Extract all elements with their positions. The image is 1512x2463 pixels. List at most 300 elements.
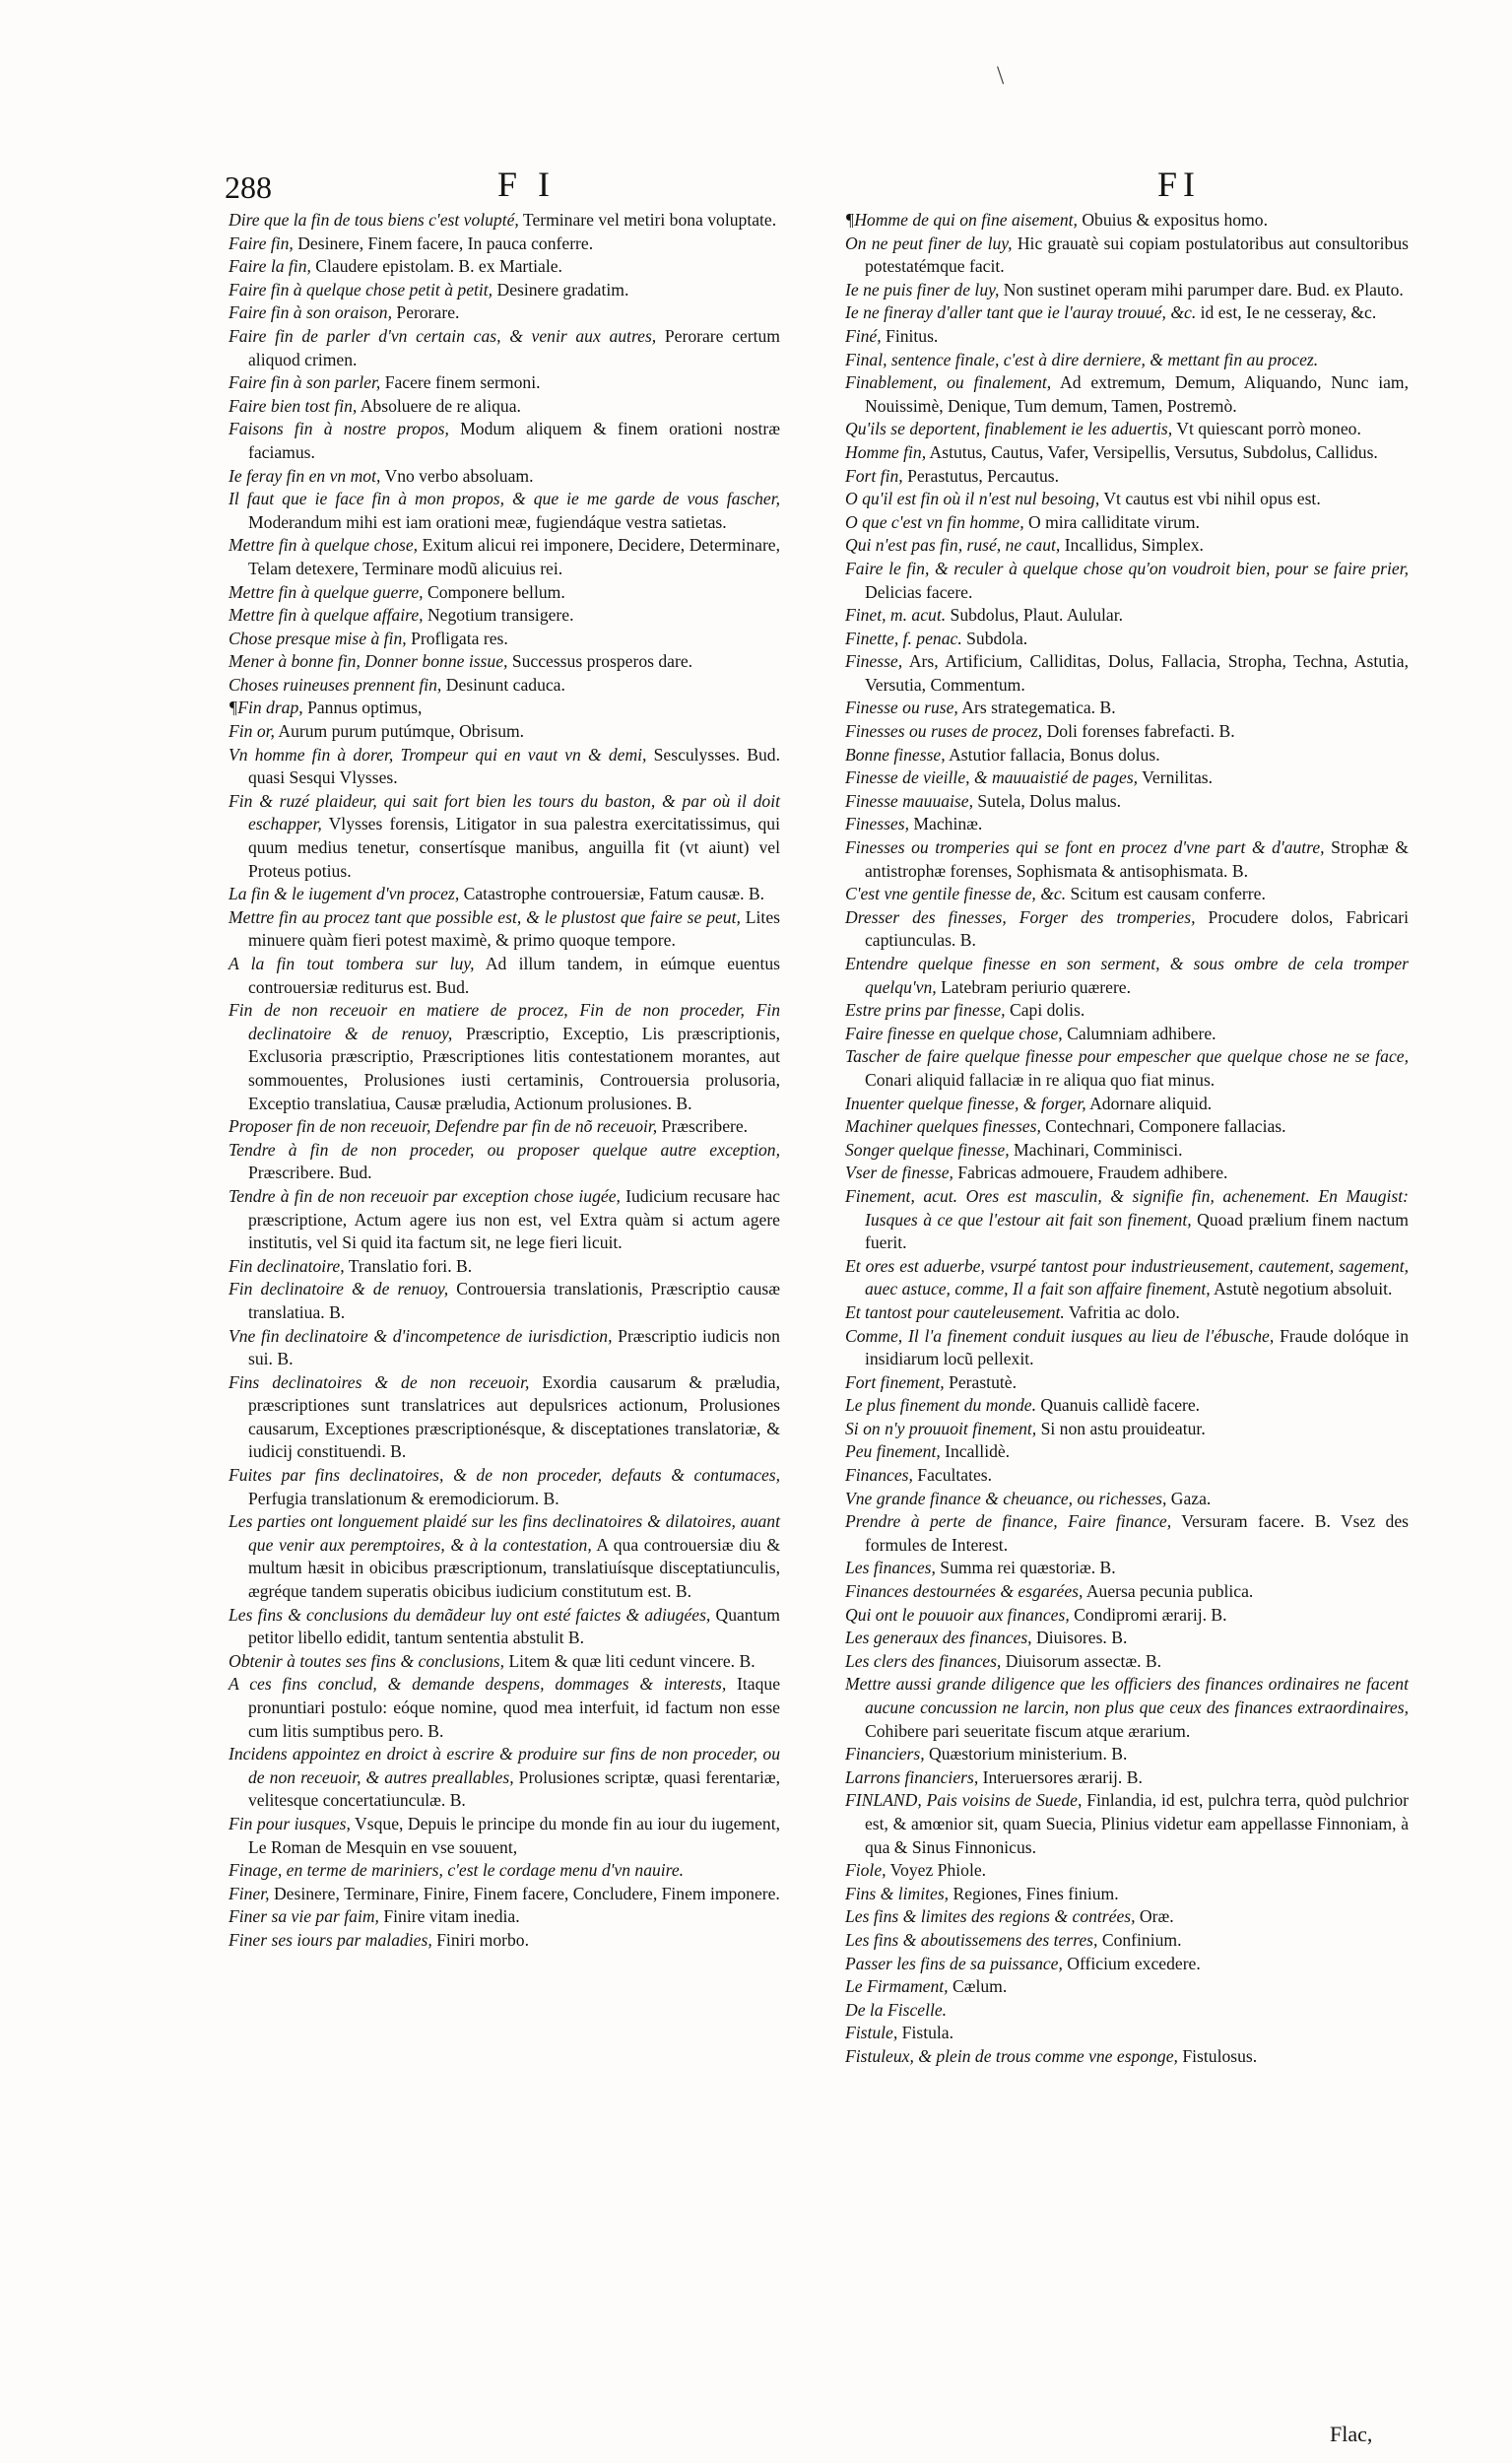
french-headword: ¶Fin drap, xyxy=(229,698,303,718)
french-headword: Les fins & conclusions du demãdeur luy ont esté faictes & adiugées, xyxy=(229,1604,711,1625)
dictionary-entry xyxy=(229,1278,780,1324)
latin-translation: Vlysses forensis, Litigator in sua palestra exercitatissimus, qui quum medius tenetur, consertísque manibus, anguilla fit (vt aiunt) vel Proteus potius. xyxy=(248,814,780,881)
latin-translation: Contechnari, Componere fallacias. xyxy=(1045,1116,1286,1137)
french-headword: Fort finement, xyxy=(845,1371,945,1392)
latin-translation: Cohibere pari seueritate fiscum atque ærarium. xyxy=(865,1720,1191,1741)
latin-translation: Interuersores ærarij. B. xyxy=(982,1766,1143,1787)
dictionary-entry xyxy=(845,1371,1409,1395)
dictionary-entry xyxy=(229,279,780,302)
latin-translation: Translatio fori. B. xyxy=(348,1255,473,1276)
latin-translation: Pannus optimus, xyxy=(307,698,423,718)
latin-translation: Præscriptio, Exceptio, Lis præscriptionis, Exclusoria præscriptio, Præscriptiones litis contestationem morantes, aut sommouentes, Prolusiones iusti certaminis, Controuersia prolusoria, Exceptio translatiua, Causæ præludia, Actionum prolusiones. B. xyxy=(248,1023,780,1113)
dictionary-entry xyxy=(845,1115,1409,1139)
french-headword: Fin declinatoire, xyxy=(229,1255,345,1276)
latin-translation: Claudere epistolam. B. ex Martiale. xyxy=(315,256,562,277)
dictionary-entry xyxy=(845,1557,1409,1580)
french-headword: Fin & ruzé plaideur, qui sait fort bien les tours du baston, & par où il doit eschapper, xyxy=(229,790,780,834)
latin-translation: Conari aliquid fallaciæ in re aliqua quo fiat minus. xyxy=(865,1069,1216,1090)
latin-translation: Finire vitam inedia. xyxy=(383,1906,520,1927)
latin-translation: Aurum purum putúmque, Obrisum. xyxy=(278,721,525,742)
latin-translation: Ars strategematica. B. xyxy=(961,698,1116,718)
dictionary-entry xyxy=(845,1953,1409,1976)
dictionary-entry xyxy=(845,1045,1409,1092)
dictionary-entry xyxy=(845,418,1409,441)
french-headword: Finesse mauuaise, xyxy=(845,790,973,811)
french-headword: Final, sentence finale, c'est à dire derniere, & mettant fin au procez. xyxy=(845,349,1319,369)
french-headword: Qui n'est pas fin, rusé, ne caut, xyxy=(845,535,1061,556)
dictionary-entry xyxy=(845,2022,1409,2045)
latin-translation: Absoluere de re aliqua. xyxy=(360,395,521,416)
dictionary-entry xyxy=(845,906,1409,953)
dictionary-entry xyxy=(845,813,1409,836)
french-headword: Mettre fin à quelque chose, xyxy=(229,535,419,556)
french-headword: Tendre à fin de non proceder, ou proposer quelque autre exception, xyxy=(229,1139,780,1160)
dictionary-entry xyxy=(229,674,780,698)
latin-translation: Delicias facere. xyxy=(865,581,973,602)
french-headword: Il faut que ie face fin à mon propos, & que ie me garde de vous fascher, xyxy=(229,489,780,509)
dictionary-entry xyxy=(229,1673,780,1743)
dictionary-entry xyxy=(229,1743,780,1813)
dictionary-entry xyxy=(229,1859,780,1883)
latin-translation: Perfugia translationum & eremodiciorum. B. xyxy=(248,1488,559,1508)
latin-translation: Exordia causarum & præludia, præscriptiones sunt translatrices aut depulsrices actionum, Prolusiones causarum, Exceptiones præscriptionésque, & disceptationes translatoriæ, & iudicij constituendi. B. xyxy=(248,1371,781,1462)
latin-translation: Si non astu prouideatur. xyxy=(1040,1418,1206,1438)
dictionary-entry xyxy=(845,650,1409,697)
latin-translation: Prolusiones scriptæ, quasi ferentariæ, velitesque concertatiunculæ. B. xyxy=(248,1766,780,1811)
latin-translation: Quanuis callidè facere. xyxy=(1040,1395,1201,1416)
latin-translation: Lites minuere quàm fieri potest maximè, & primo quoque tempore. xyxy=(248,906,780,951)
french-headword: Mettre fin à quelque guerre, xyxy=(229,581,424,602)
dictionary-entry xyxy=(845,511,1409,535)
dictionary-entry xyxy=(229,1371,780,1464)
latin-translation: Desinunt caduca. xyxy=(445,674,565,695)
latin-translation: Fistula. xyxy=(901,2023,953,2043)
dictionary-entry xyxy=(845,1789,1409,1859)
dictionary-entry xyxy=(845,1325,1409,1371)
dictionary-entry xyxy=(229,744,780,790)
right-column xyxy=(845,209,1409,2069)
latin-translation: Ad extremum, Demum, Aliquando, Nunc iam, Nouissimè, Denique, Tum demum, Tamen, Postremò. xyxy=(865,372,1409,416)
french-headword: Homme fin, xyxy=(845,441,927,462)
dictionary-entry xyxy=(229,720,780,744)
left-column xyxy=(229,209,780,1953)
latin-translation: Diuisores. B. xyxy=(1036,1628,1128,1648)
latin-translation: Quæstorium ministerium. B. xyxy=(929,1744,1128,1764)
french-headword: Et ores est aduerbe, vsurpé tantost pour industrieusement, cautement, sagement, auec astuce, comme, Il a fait son affaire finement, xyxy=(845,1255,1409,1299)
french-headword: A ces fins conclud, & demande despens, dommages & interests, xyxy=(229,1674,727,1695)
dictionary-entry xyxy=(229,1905,780,1929)
latin-translation: Fistulosus. xyxy=(1182,2045,1258,2066)
dictionary-entry xyxy=(229,1464,780,1510)
latin-translation: Catastrophe controuersiæ, Fatum causæ. B. xyxy=(463,884,765,904)
french-headword: Vne grande finance & cheuance, ou richesses, xyxy=(845,1488,1167,1508)
french-headword: Finement, acut. Ores est masculin, & signifie fin, achenement. En Maugist: Iusques à ce que l'estour ait fait son finement, xyxy=(845,1185,1409,1230)
latin-translation: Auersa pecunia publica. xyxy=(1085,1581,1254,1602)
top-mark: \ xyxy=(997,61,1005,90)
dictionary-entry xyxy=(229,650,780,674)
latin-translation: Fabricas admouere, Fraudem adhibere. xyxy=(957,1163,1228,1183)
latin-translation: Hic grauatè sui copiam postulatoribus aut consultoribus potestatémque facit. xyxy=(865,233,1409,277)
latin-translation: Officium excedere. xyxy=(1067,1953,1201,1973)
dictionary-entry xyxy=(229,1929,780,1953)
french-headword: A la fin tout tombera sur luy, xyxy=(229,954,475,973)
french-headword: Vn homme fin à dorer, Trompeur qui en vaut vn & demi, xyxy=(229,744,647,765)
french-headword: La fin & le iugement d'vn procez, xyxy=(229,884,460,904)
latin-translation: Negotium transigere. xyxy=(427,605,574,626)
dictionary-entry xyxy=(845,1743,1409,1766)
latin-translation: Finiri morbo. xyxy=(436,1929,529,1950)
latin-translation: Exitum alicui rei imponere, Decidere, Determinare, Telam detexere, Terminare modũ alicuius rei. xyxy=(248,535,781,578)
french-headword: Finesses, xyxy=(845,814,909,834)
french-headword: Fistule, xyxy=(845,2023,898,2043)
french-headword: Proposer fin de non receuoir, Defendre par fin de nõ receuoir, xyxy=(229,1116,658,1137)
french-headword: Entendre quelque finesse en son serment, & sous ombre de cela tromper quelqu'vn, xyxy=(845,954,1409,997)
latin-translation: Facultates. xyxy=(917,1465,993,1486)
latin-translation: Finitus. xyxy=(886,325,939,346)
latin-translation: Oræ. xyxy=(1139,1906,1174,1927)
french-headword: Fistuleux, & plein de trous comme vne esponge, xyxy=(845,2045,1178,2066)
latin-translation: Quantum petitor libello edidit, tantum sententia abstulit B. xyxy=(248,1604,780,1648)
latin-translation: Voyez Phiole. xyxy=(889,1860,987,1881)
dictionary-entry xyxy=(845,744,1409,767)
latin-translation: A qua controuersiæ diu & multum hæsit in obicibus præscriptionum, translatiuísque disceptatiunculis, ægréque tandem superatis obicibus iudicium constitutum est. B. xyxy=(248,1534,780,1602)
dictionary-entry xyxy=(845,953,1409,999)
dictionary-entry xyxy=(845,1650,1409,1674)
dictionary-entry xyxy=(229,604,780,628)
dictionary-entry xyxy=(845,1673,1409,1743)
latin-translation: Præscriptio iudicis non sui. B. xyxy=(248,1325,780,1369)
dictionary-entry xyxy=(845,441,1409,465)
latin-translation: Summa rei quæstoriæ. B. xyxy=(940,1558,1116,1578)
dictionary-entry xyxy=(845,209,1409,233)
latin-translation: Astutè negotium absoluit. xyxy=(1214,1279,1393,1299)
latin-translation: Machinari, Comminisci. xyxy=(1014,1139,1183,1160)
dictionary-entry xyxy=(845,1301,1409,1325)
dictionary-entry xyxy=(845,1627,1409,1650)
dictionary-entry xyxy=(845,883,1409,906)
french-headword: Choses ruineuses prennent fin, xyxy=(229,674,442,695)
french-headword: Ie ne fineray d'aller tant que ie l'auray trouué, &c. xyxy=(845,302,1197,323)
french-headword: Ie feray fin en vn mot, xyxy=(229,465,381,486)
dictionary-entry xyxy=(845,558,1409,604)
french-headword: Finer, xyxy=(229,1883,270,1903)
latin-translation: Incallidus, Simplex. xyxy=(1064,535,1204,556)
french-headword: Vser de finesse, xyxy=(845,1163,953,1183)
latin-translation: Finlandia, id est, pulchra terra, quòd pulchrior est, & amœnior sit, quam Suecia, Plinius videtur eam appellasse Finnoniam, à qua & Sinus Finnonicus. xyxy=(865,1790,1409,1857)
dictionary-entry xyxy=(229,255,780,279)
dictionary-entry xyxy=(845,1488,1409,1511)
dictionary-entry xyxy=(229,488,780,534)
dictionary-entry xyxy=(229,1115,780,1139)
latin-translation: Ars, Artificium, Calliditas, Dolus, Fallacia, Stropha, Techna, Astutia, Versutia, Commentum. xyxy=(865,651,1409,695)
dictionary-entry xyxy=(229,1255,780,1279)
french-headword: Dire que la fin de tous biens c'est volupté, xyxy=(229,210,519,230)
dictionary-entry xyxy=(229,301,780,325)
dictionary-entry xyxy=(229,790,780,883)
french-headword: Mettre aussi grande diligence que les officiers des finances ordinaires ne facent aucune concussion ne larcin, non plus que ceux des finances extraordinaires, xyxy=(845,1674,1409,1717)
french-headword: Le plus finement du monde. xyxy=(845,1395,1036,1416)
dictionary-entry xyxy=(845,233,1409,279)
dictionary-entry xyxy=(845,1394,1409,1418)
french-headword: Faire fin, xyxy=(229,233,294,253)
latin-translation: Scitum est causam conferre. xyxy=(1070,884,1266,904)
latin-translation: Capi dolis. xyxy=(1010,1000,1085,1021)
french-headword: Finances, xyxy=(845,1465,913,1486)
french-headword: ¶Homme de qui on fine aisement, xyxy=(845,210,1078,230)
french-headword: Finablement, ou finalement, xyxy=(845,372,1052,393)
french-headword: Chose presque mise à fin, xyxy=(229,628,407,648)
dictionary-entry xyxy=(845,604,1409,628)
french-headword: Machiner quelques finesses, xyxy=(845,1116,1041,1137)
dictionary-entry xyxy=(845,488,1409,511)
latin-translation: Subdola. xyxy=(966,628,1028,648)
latin-translation: Sesculysses. Bud. quasi Sesqui Vlysses. xyxy=(248,744,780,788)
french-headword: Les fins & limites des regions & contrées, xyxy=(845,1906,1136,1927)
french-headword: Comme, Il l'a finement conduit iusques au lieu de l'ébusche, xyxy=(845,1325,1275,1346)
dictionary-entry xyxy=(845,301,1409,325)
latin-translation: Præscribere. xyxy=(661,1116,749,1137)
dictionary-entry xyxy=(845,371,1409,418)
latin-translation: Subdolus, Plaut. Aulular. xyxy=(950,605,1123,626)
latin-translation: Profligata res. xyxy=(411,628,508,648)
catchword: Flac, xyxy=(1330,2422,1373,2446)
dictionary-entry xyxy=(845,1023,1409,1046)
french-headword: Faire fin à quelque chose petit à petit, xyxy=(229,279,493,300)
french-headword: Incidens appointez en droict à escrire & produire sur fins de non proceder, ou de non receuoir, & autres preallables, xyxy=(229,1744,780,1787)
latin-translation: Desinere gradatim. xyxy=(496,279,629,300)
french-headword: Fin or, xyxy=(229,721,275,742)
latin-translation: id est, Ie ne cesseray, &c. xyxy=(1200,302,1377,323)
dictionary-entry xyxy=(845,1975,1409,1999)
french-headword: Finer ses iours par maladies, xyxy=(229,1929,432,1950)
latin-translation: Modum aliquem & finem orationi nostræ faciamus. xyxy=(248,419,780,462)
dictionary-entry xyxy=(845,1464,1409,1488)
latin-translation: Sutela, Dolus malus. xyxy=(977,790,1122,811)
latin-translation: Vernilitas. xyxy=(1142,767,1213,788)
latin-translation: Non sustinet operam mihi parumper dare. Bud. ex Plauto. xyxy=(1003,279,1404,300)
french-headword: Vne fin declinatoire & d'incompetence de iurisdiction, xyxy=(229,1325,613,1346)
french-headword: O que c'est vn fin homme, xyxy=(845,511,1024,532)
latin-translation: Regiones, Fines finium. xyxy=(953,1883,1119,1903)
french-headword: Les clers des finances, xyxy=(845,1650,1002,1671)
french-headword: Finesses ou tromperies qui se font en procez d'vne part & d'autre, xyxy=(845,837,1325,858)
dictionary-entry xyxy=(845,465,1409,489)
french-headword: Finage, en terme de mariniers, c'est le cordage menu d'vn nauire. xyxy=(229,1860,685,1881)
latin-translation: Incallidè. xyxy=(945,1441,1011,1462)
french-headword: C'est vne gentile finesse de, &c. xyxy=(845,884,1067,904)
dictionary-entry xyxy=(229,1883,780,1906)
latin-translation: Desinere, Terminare, Finire, Finem facere, Concludere, Finem imponere. xyxy=(273,1883,780,1903)
latin-translation: Perorare. xyxy=(396,302,460,323)
french-headword: Mettre fin au procez tant que possible est, & le plustost que faire se peut, xyxy=(229,906,741,927)
dictionary-entry xyxy=(845,1766,1409,1790)
dictionary-entry xyxy=(845,1510,1409,1557)
french-headword: Fins & limites, xyxy=(845,1883,950,1903)
french-headword: Fin pour iusques, xyxy=(229,1813,351,1833)
french-headword: Faire la fin, xyxy=(229,256,311,277)
dictionary-entry xyxy=(845,697,1409,720)
french-headword: Faire finesse en quelque chose, xyxy=(845,1023,1063,1043)
french-headword: Finesse, xyxy=(845,651,903,672)
latin-translation: Doli forenses fabrefacti. B. xyxy=(1046,721,1235,742)
french-headword: Qui ont le pouuoir aux finances, xyxy=(845,1604,1070,1625)
dictionary-entry xyxy=(845,1604,1409,1628)
dictionary-entry xyxy=(229,209,780,233)
dictionary-entry xyxy=(845,1093,1409,1116)
french-headword: Finet, m. acut. xyxy=(845,605,947,626)
french-headword: Les finances, xyxy=(845,1558,936,1578)
french-headword: Et tantost pour cauteleusement. xyxy=(845,1301,1065,1322)
french-headword: Qu'ils se deportent, finablement ie les aduertis, xyxy=(845,419,1173,439)
latin-translation: Vsque, Depuis le principe du monde fin au iour du iugement, Le Roman de Mesquin en vse souuent, xyxy=(248,1813,780,1857)
latin-translation: Confinium. xyxy=(1101,1929,1182,1950)
dictionary-entry xyxy=(845,628,1409,651)
french-headword: Finances destournées & esgarées, xyxy=(845,1581,1084,1602)
latin-translation: Vafritia ac dolo. xyxy=(1068,1301,1180,1322)
french-headword: Tascher de faire quelque finesse pour empescher que quelque chose ne se face, xyxy=(845,1046,1409,1067)
latin-translation: Astutior fallacia, Bonus dolus. xyxy=(949,744,1160,765)
latin-translation: Moderandum mihi est iam orationi meæ, fugiendáque vestra satietas. xyxy=(248,511,727,532)
french-headword: Peu finement, xyxy=(845,1441,941,1462)
french-headword: Obtenir à toutes ses fins & conclusions, xyxy=(229,1650,505,1671)
french-headword: Fin de non receuoir en matiere de procez, Fin de non proceder, Fin declinatoire & de renuoy, xyxy=(229,1000,780,1043)
latin-translation: O mira calliditate virum. xyxy=(1028,511,1200,532)
french-headword: Finesses ou ruses de procez, xyxy=(845,721,1043,742)
latin-translation: Procudere dolos, Fabricari captiunculas. B. xyxy=(865,906,1409,951)
french-headword: Finette, f. penac. xyxy=(845,628,962,648)
latin-translation: Latebram periurio quærere. xyxy=(941,976,1132,997)
french-headword: Faisons fin à nostre propos, xyxy=(229,419,449,439)
french-headword: Les parties ont longuement plaidé sur les fins declinatoires & dilatoires, auant que venir aux peremptoires, & à la contestation, xyxy=(229,1511,780,1555)
french-headword: Fuites par fins declinatoires, & de non proceder, defauts & contumaces, xyxy=(229,1465,780,1486)
latin-translation: Itaque pronuntiari postulo: eóque nomine, quod mea interfuit, id factum non esse cum litis sumptibus pero. B. xyxy=(248,1674,781,1741)
latin-translation: Litem & quæ liti cedunt vincere. B. xyxy=(508,1650,756,1671)
french-headword: Fin declinatoire & de renuoy, xyxy=(229,1279,449,1299)
dictionary-entry xyxy=(845,790,1409,814)
latin-translation: Componere bellum. xyxy=(427,581,565,602)
dictionary-entry xyxy=(845,720,1409,744)
dictionary-entry xyxy=(845,1999,1409,2023)
french-headword: Les fins & aboutissemens des terres, xyxy=(845,1929,1098,1950)
latin-translation: Astutus, Cautus, Vafer, Versipellis, Versutus, Subdolus, Callidus. xyxy=(929,441,1378,462)
latin-translation: Gaza. xyxy=(1170,1488,1212,1508)
french-headword: Finé, xyxy=(845,325,882,346)
french-headword: Fort fin, xyxy=(845,465,903,486)
dictionary-entry xyxy=(845,325,1409,349)
latin-translation: Perastutus, Percautus. xyxy=(907,465,1059,486)
french-headword: Fiole, xyxy=(845,1860,887,1881)
latin-translation: Adornare aliquid. xyxy=(1089,1093,1213,1113)
dictionary-entry xyxy=(229,1139,780,1185)
dictionary-entry xyxy=(229,1813,780,1859)
dictionary-entry xyxy=(845,1859,1409,1883)
latin-translation: Obuius & expositus homo. xyxy=(1082,210,1268,230)
latin-translation: Perastutè. xyxy=(949,1371,1017,1392)
french-headword: Faire bien tost fin, xyxy=(229,395,358,416)
latin-translation: Diuisorum assectæ. B. xyxy=(1005,1650,1162,1671)
dictionary-entry xyxy=(229,418,780,464)
dictionary-entry xyxy=(229,325,780,371)
dictionary-entry xyxy=(229,395,780,419)
dictionary-entry xyxy=(845,999,1409,1023)
dictionary-entry xyxy=(845,534,1409,558)
french-headword: Mener à bonne fin, Donner bonne issue, xyxy=(229,651,508,672)
french-headword: Ie ne puis finer de luy, xyxy=(845,279,1000,300)
dictionary-entry xyxy=(845,1905,1409,1929)
dictionary-entry xyxy=(229,883,780,906)
french-headword: On ne peut finer de luy, xyxy=(845,233,1013,253)
french-headword: Tendre à fin de non receuoir par exception chose iugée, xyxy=(229,1185,621,1206)
french-headword: Les generaux des finances, xyxy=(845,1628,1032,1648)
latin-translation: Machinæ. xyxy=(913,814,983,834)
dictionary-entry xyxy=(229,1325,780,1371)
dictionary-entry xyxy=(229,371,780,395)
dictionary-entry xyxy=(229,233,780,256)
latin-translation: Vt quiescant porrò moneo. xyxy=(1176,419,1361,439)
french-headword: Larrons financiers, xyxy=(845,1766,979,1787)
latin-translation: Fraude dolóque in insidiarum locũ pellexit. xyxy=(865,1325,1409,1369)
latin-translation: Vt cautus est vbi nihil opus est. xyxy=(1103,489,1321,509)
french-headword: FINLAND, Pais voisins de Suede, xyxy=(845,1790,1083,1811)
dictionary-entry xyxy=(229,1510,780,1603)
dictionary-entry xyxy=(229,697,780,720)
french-headword: Fins declinatoires & de non receuoir, xyxy=(229,1371,530,1392)
french-headword: Estre prins par finesse, xyxy=(845,1000,1006,1021)
dictionary-entry xyxy=(845,1139,1409,1163)
french-headword: Finesse ou ruse, xyxy=(845,698,958,718)
latin-translation: Perorare certum aliquod crimen. xyxy=(248,325,780,369)
latin-translation: Terminare vel metiri bona voluptate. xyxy=(522,210,777,230)
latin-translation: Ad illum tandem, in eúmque euentus controuersiæ rediturus est. Bud. xyxy=(248,954,781,997)
french-headword: Faire fin de parler d'vn certain cas, & venir aux autres, xyxy=(229,325,657,346)
french-headword: O qu'il est fin où il n'est nul besoing, xyxy=(845,489,1100,509)
latin-translation: Iudicium recusare hac præscriptione, Actum agere ius non est, vel Extra quàm si actum agere institutis, vel Si quid ita factum sit, ne lege fieri licuit. xyxy=(248,1185,780,1253)
dictionary-entry xyxy=(229,628,780,651)
french-headword: Finer sa vie par faim, xyxy=(229,1906,379,1927)
dictionary-entry xyxy=(845,766,1409,790)
french-headword: Financiers, xyxy=(845,1744,925,1764)
dictionary-entry xyxy=(229,1604,780,1650)
french-headword: Inuenter quelque finesse, & forger, xyxy=(845,1093,1086,1113)
latin-translation: Calumniam adhibere. xyxy=(1067,1023,1216,1043)
french-headword: Songer quelque finesse, xyxy=(845,1139,1010,1160)
french-headword: De la Fiscelle. xyxy=(845,1999,948,2020)
page-number: 288 xyxy=(225,169,272,205)
latin-translation: Quoad prælium finem nactum fuerit. xyxy=(865,1209,1409,1253)
latin-translation: Præscribere. Bud. xyxy=(248,1163,372,1183)
latin-translation: Successus prosperos dare. xyxy=(511,651,693,672)
dictionary-entry xyxy=(845,349,1409,372)
latin-translation: Facere finem sermoni. xyxy=(384,372,541,393)
french-headword: Bonne finesse, xyxy=(845,744,946,765)
french-headword: Passer les fins de sa puissance, xyxy=(845,1953,1063,1973)
latin-translation: Vno verbo absoluam. xyxy=(384,465,534,486)
dictionary-entry xyxy=(229,953,780,999)
french-headword: Mettre fin à quelque affaire, xyxy=(229,605,424,626)
dictionary-entry xyxy=(845,1162,1409,1185)
french-headword: Finesse de vieille, & mauuaistié de pages, xyxy=(845,767,1139,788)
dictionary-entry xyxy=(229,534,780,580)
dictionary-entry xyxy=(845,1418,1409,1441)
latin-translation: Versuram facere. B. Vsez des formules de Interest. xyxy=(865,1511,1409,1555)
dictionary-entry xyxy=(229,906,780,953)
dictionary-entry xyxy=(229,1650,780,1674)
dictionary-entry xyxy=(845,1185,1409,1255)
dictionary-entry xyxy=(229,999,780,1115)
dictionary-entry xyxy=(845,836,1409,883)
french-headword: Le Firmament, xyxy=(845,1976,949,1997)
dictionary-entry xyxy=(845,2045,1409,2069)
